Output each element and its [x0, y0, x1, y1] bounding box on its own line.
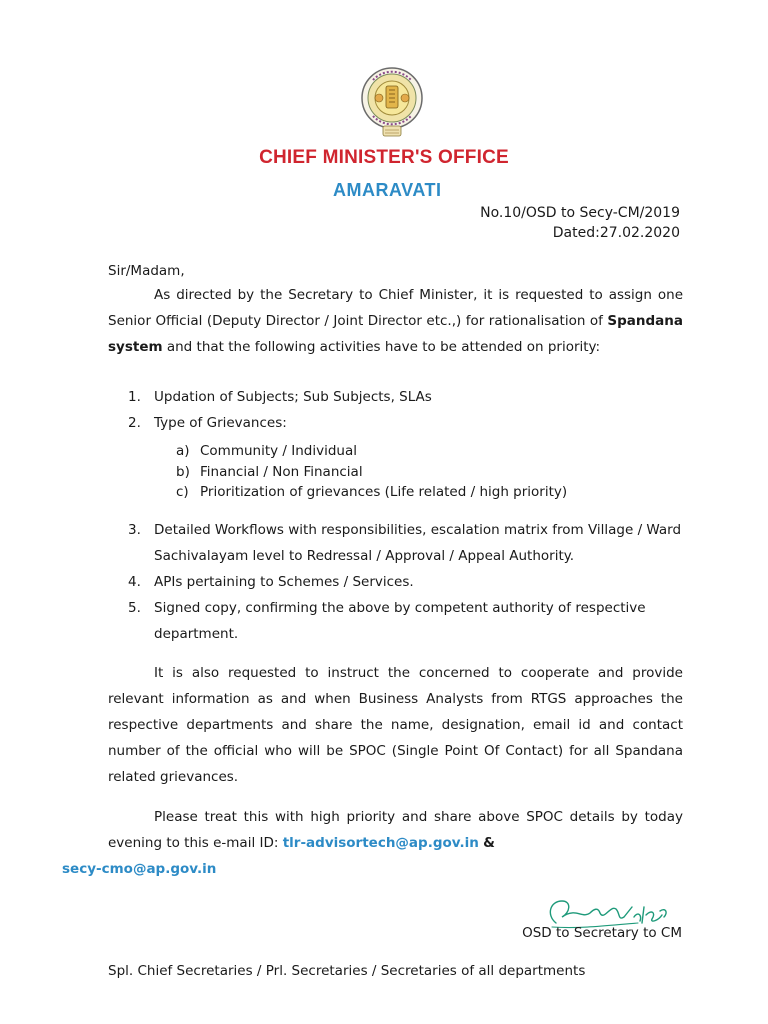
sub-list-text: Community / Individual [200, 443, 358, 459]
intro-text-a: As directed by the Secretary to Chief Minister, it is requested to assign one Senior Official (Deputy Director / Joint Director etc.,) for rationalisation of [108, 287, 683, 329]
email-link-2[interactable]: secy-cmo@ap.gov.in [62, 861, 217, 877]
list-item [128, 517, 683, 569]
list-item [128, 595, 683, 647]
letter-date: Dated:27.02.2020 [552, 225, 680, 241]
state-emblem-icon [359, 66, 425, 138]
priority-text: Please treat this with high priority and share above SPOC details by today evening to this e-mail ID: [108, 809, 683, 851]
list-number: 4. [128, 574, 141, 590]
sub-list-label: c) [176, 484, 189, 500]
reference-block [480, 203, 680, 243]
list-text: Detailed Workflows with responsibilities, escalation matrix from Village / Ward Sachivalayam level to Redressal / Approval / Appeal Authority. [154, 522, 682, 564]
ampersand: & [483, 835, 495, 851]
activity-list-part1 [128, 384, 683, 436]
email-link-1[interactable]: tlr-advisortech@ap.gov.in [282, 835, 479, 851]
reference-number: No.10/OSD to Secy-CM/2019 [480, 205, 680, 221]
list-number: 1. [128, 389, 141, 405]
sub-list-label: b) [176, 463, 190, 480]
activity-list-part2 [128, 517, 683, 647]
sub-list-text: Financial / Non Financial [200, 463, 363, 480]
grievance-type-list [176, 441, 567, 503]
cooperation-paragraph: It is also requested to instruct the concerned to cooperate and provide relevant information as and when Business Analysts from RTGS approaches the respective departments and share the name, designation, email id and contact number of the official who will be SPOC (Single Point Of Contact) for all Spandana related grievances. [108, 665, 683, 785]
sub-list-text: Prioritization of grievances (Life related / high priority) [200, 484, 568, 500]
recipients-line: Spl. Chief Secretaries / Prl. Secretaries / Secretaries of all departments [108, 963, 586, 979]
sub-list-item [176, 441, 567, 462]
intro-text-b: and that the following activities have to be attended on priority: [162, 339, 601, 355]
office-heading: CHIEF MINISTER'S OFFICE [259, 147, 509, 168]
list-item [128, 384, 683, 410]
list-item [128, 410, 683, 436]
priority-paragraph [62, 804, 683, 882]
signatory-designation: OSD to Secretary to CM [522, 925, 682, 941]
list-item [128, 569, 683, 595]
list-number: 5. [128, 600, 141, 616]
sub-list-label: a) [176, 443, 190, 459]
salutation: Sir/Madam, [108, 263, 185, 279]
list-text: Updation of Subjects; Sub Subjects, SLAs [154, 389, 432, 405]
list-text: APIs pertaining to Schemes / Services. [154, 574, 414, 590]
city-heading: AMARAVATI [333, 180, 442, 200]
intro-paragraph [108, 282, 683, 360]
list-number: 3. [128, 522, 141, 538]
list-text: Type of Grievances: [154, 415, 287, 431]
list-text: Signed copy, confirming the above by competent authority of respective department. [154, 600, 646, 642]
system-name: Spandana system [108, 313, 683, 355]
sub-list-item [176, 482, 567, 503]
sub-list-item [176, 462, 567, 483]
list-number: 2. [128, 415, 141, 431]
